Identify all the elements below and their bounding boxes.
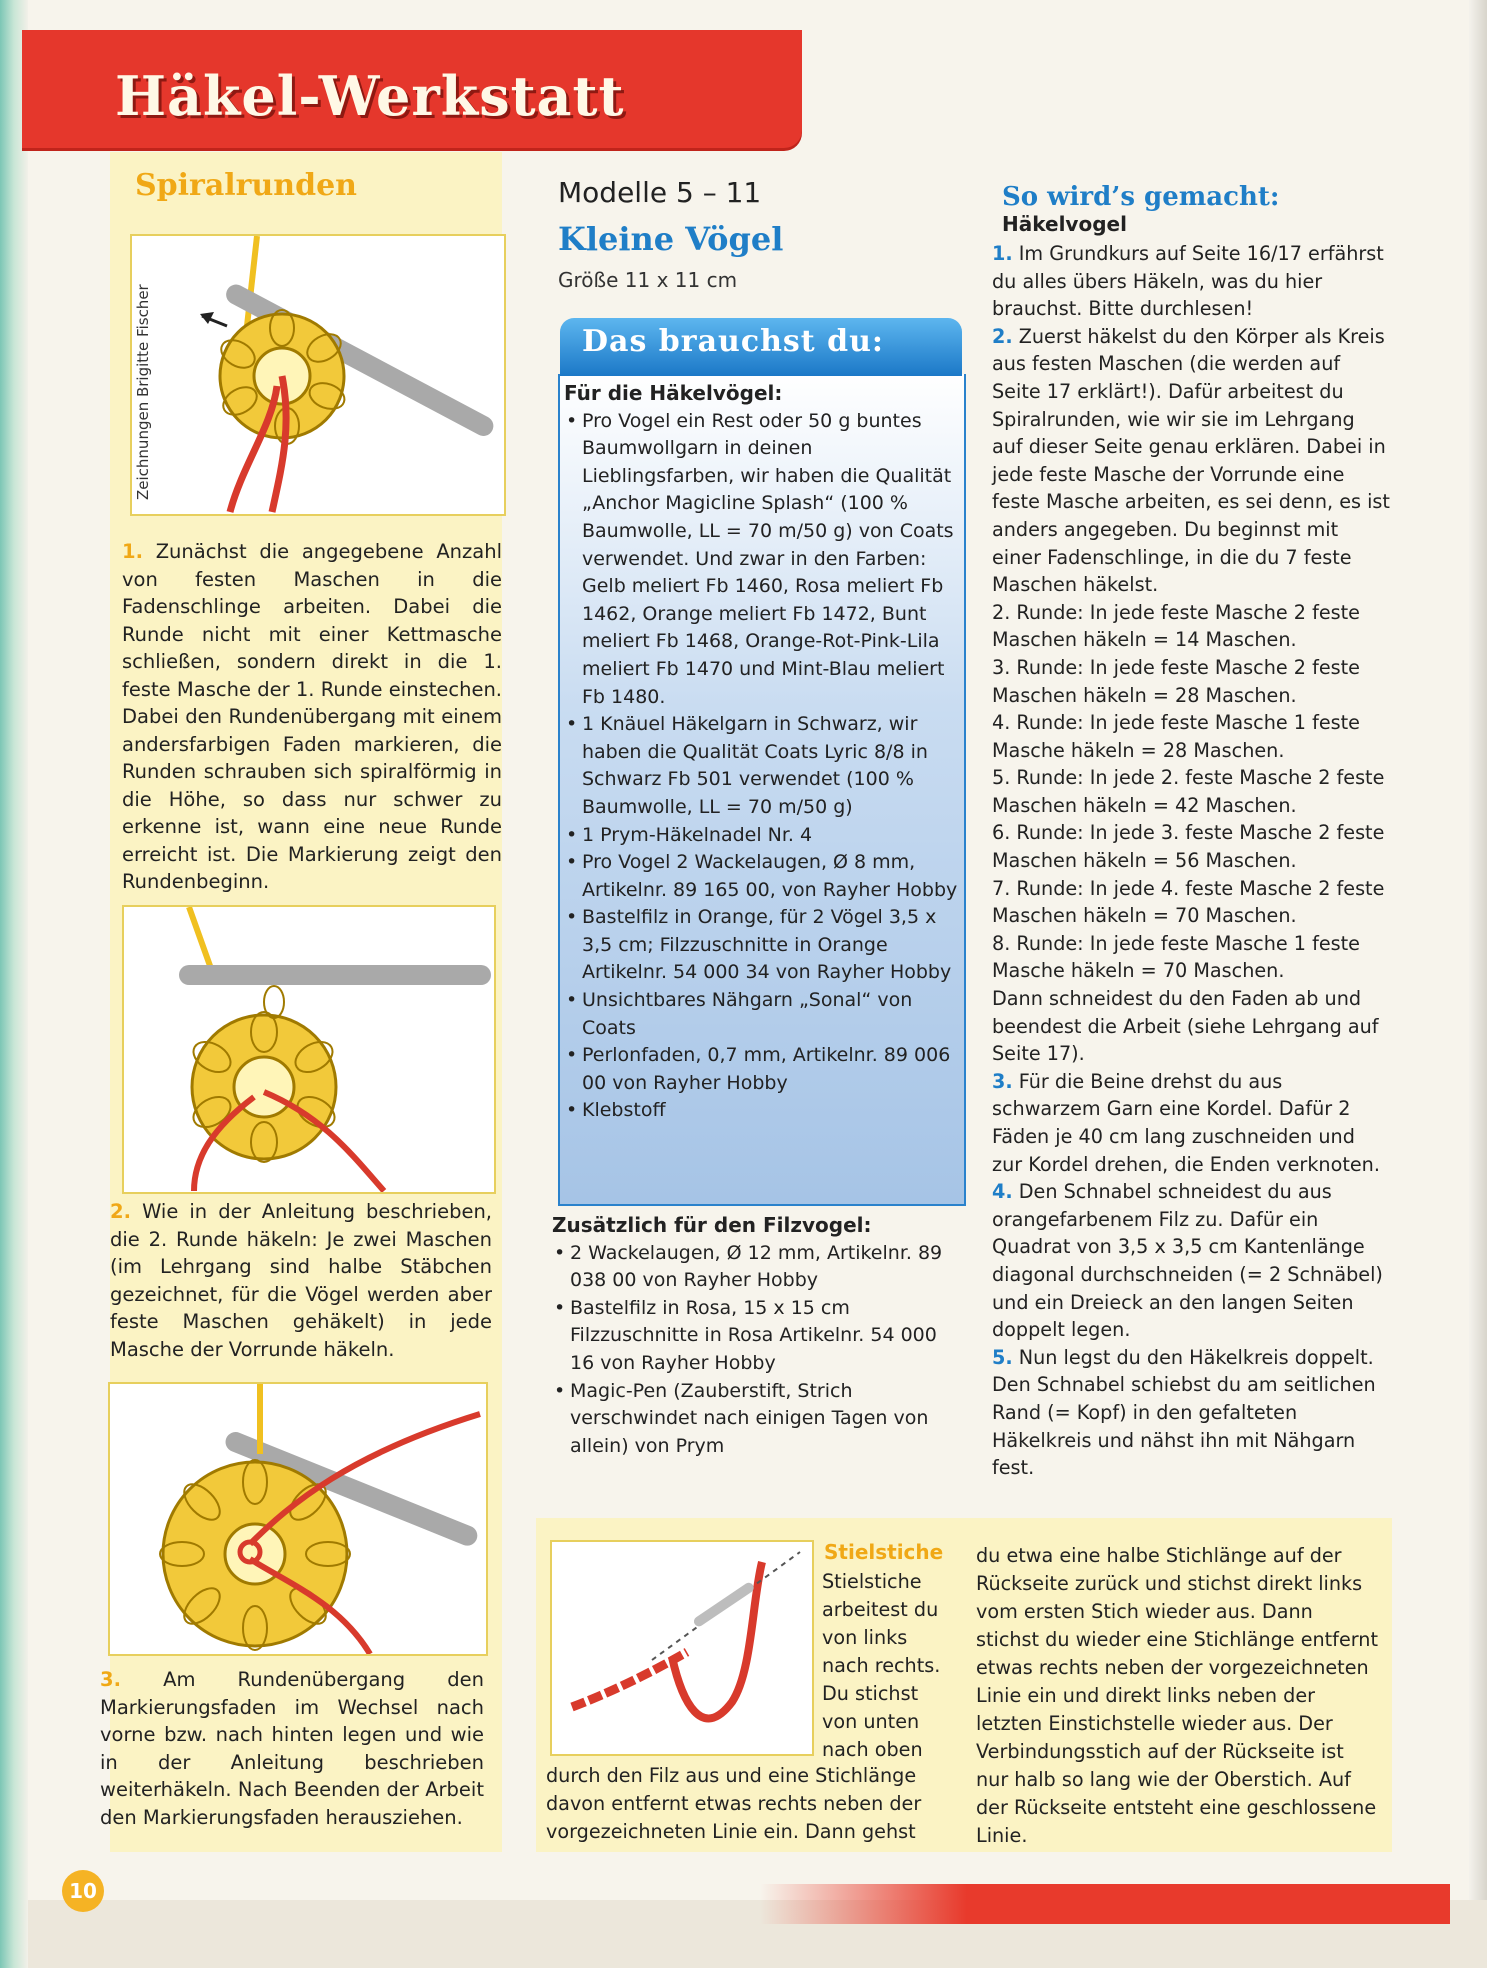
step-1 <box>122 538 502 896</box>
section-title: Spiralrunden <box>135 168 357 203</box>
stem-stitch-text-3: du etwa eine halbe Stichlänge auf der Rückseite zurück und stichst direkt links vom ersten Stich wieder aus. Dann stichst du wieder eine Stichlänge entfernt etwas rechts neben der vorgezeichneten Linie ein und direkt links neben der letzten Einstichstelle wieder aus. Der Verbindungsstich auf der Rückseite ist nur halb so lang wie der Oberstich. Auf der Rückseite entsteht eine geschlossene Linie. <box>976 1544 1378 1847</box>
page-title: Häkel-Werkstatt <box>115 64 625 128</box>
page-edge <box>0 0 28 1968</box>
material-item: • Unsichtbares Nähgarn „Sonal“ von Coats <box>564 987 958 1042</box>
extra-materials <box>552 1212 952 1460</box>
illustration-credit: Zeichnungen Brigitte Fischer <box>134 284 152 500</box>
step-text: Wie in der Anleitung beschrieben, die 2. Runde häkeln: Je zwei Maschen (im Lehrgang sind halbe Stäbchen gezeichnet, für die Vögel werden aber feste Maschen gehäkelt) in jede Masche der Vorrunde häkeln. <box>110 1200 493 1361</box>
stem-stitch-text-2: durch den Filz aus und eine Stichlänge davon entfernt etwas rechts neben der vorgezeichneten Linie ein. Dann gehst <box>546 1764 922 1843</box>
model-numbers: Modelle 5 – 11 <box>558 176 762 209</box>
crochet-spiral-icon <box>110 1384 486 1654</box>
step-number: 2. <box>110 1200 131 1223</box>
step-text: Am Rundenübergang den Markierungsfaden im Wechsel nach vorne bzw. nach hinten legen und wie in der Anleitung beschrieben weiterhäkeln. Nach Beenden der Arbeit den Markierungsfaden herausziehen. <box>100 1668 484 1829</box>
page-shadow <box>1469 0 1487 1968</box>
extra-subheading: Zusätzlich für den Filzvogel: <box>552 1213 872 1237</box>
instruction-step-2: 2. Zuerst häkelst du den Körper als Kreis aus festen Maschen (die werden auf Seite 17 erklärt!). Dafür arbeitest du Spiralrunden, wie wir sie im Lehrgang auf dieser Seite genau erklären. Dabei in jede feste Masche der Vorrunde eine feste Masche arbeiten, es sei denn, es ist anders angegeben. Du beginnst mit einer Fadenschlinge, in die du 7 feste Maschen häkelst. <box>992 324 1390 597</box>
material-item: • Magic-Pen (Zauberstift, Strich verschwindet nach einigen Tagen von allein) von Prym <box>552 1378 952 1461</box>
step-3 <box>100 1666 484 1831</box>
stem-stitch-title: Stielstiche <box>824 1540 944 1564</box>
material-item: • Bastelfilz in Orange, für 2 Vögel 3,5 x 3,5 cm; Filzzuschnitte in Orange Artikelnr. 54 000 34 von Rayher Hobby <box>564 904 958 987</box>
crochet-hook-icon <box>132 236 504 514</box>
material-item: • Pro Vogel 2 Wackelaugen, Ø 8 mm, Artikelnr. 89 165 00, von Rayher Hobby <box>564 849 958 904</box>
round-4: 4. Runde: In jede feste Masche 1 feste Masche häkeln = 28 Maschen. <box>992 711 1360 762</box>
material-item: • 1 Knäuel Häkelgarn in Schwarz, wir haben die Qualität Coats Lyric 8/8 in Schwarz Fb 501 verwendet (100 % Baumwolle, LL = 70 m/50 g) <box>564 711 958 821</box>
materials-list <box>564 380 958 1125</box>
round-3: 3. Runde: In jede feste Masche 2 feste Maschen häkeln = 28 Maschen. <box>992 655 1360 707</box>
material-item: • Klebstoff <box>564 1097 958 1125</box>
crochet-round-icon <box>124 907 494 1192</box>
round-7: 7. Runde: In jede 4. feste Masche 2 feste Maschen häkeln = 70 Maschen. <box>992 876 1385 928</box>
material-item: • 1 Prym-Häkelnadel Nr. 4 <box>564 822 958 850</box>
project-title: Kleine Vögel <box>558 220 784 258</box>
crochet-drawing-2 <box>122 905 496 1194</box>
stem-stitch-text-1: Stielstiche arbeitest du von links nach rechts. Du stichst von unten nach oben <box>822 1570 941 1761</box>
round-5: 5. Runde: In jede 2. feste Masche 2 feste Maschen häkeln = 42 Maschen. <box>992 766 1385 817</box>
instruction-step-4: 4. Den Schnabel schneidest du aus orangefarbenem Filz zu. Dafür ein Quadrat von 3,5 x 3,5 cm Kantenlänge diagonal durchschneiden (= 2 Schnäbel) und ein Dreieck an den langen Seiten doppelt legen. <box>992 1180 1383 1342</box>
instruction-step-1: 1. Im Grundkurs auf Seite 16/17 erfährst du alles übers Häkeln, was du hier brauchst. Bitte durchlesen! <box>992 242 1384 321</box>
materials-title: Das brauchst du: <box>582 324 884 359</box>
finish-note: Dann schneidest du den Faden ab und beendest die Arbeit (siehe Lehrgang auf Seite 17). <box>992 987 1379 1066</box>
instruction-step-5: 5. Nun legst du den Häkelkreis doppelt. Den Schnabel schiebst du am seitlichen Rand (= Kopf) in den gefalteten Häkelkreis und nähst ihn mit Nähgarn fest. <box>992 1345 1376 1480</box>
needle-thread-icon <box>552 1542 812 1754</box>
step-number: 1. <box>122 540 143 563</box>
crochet-drawing-3 <box>108 1382 488 1656</box>
instructions-title: So wird’s gemacht: <box>1002 182 1280 212</box>
instructions-text <box>992 240 1390 1482</box>
step-text: Zunächst die angegebene Anzahl von festen Maschen in die Fadenschlinge arbeiten. Dabei die Runde nicht mit einer Kettmasche schließen, sondern direkt in die 1. feste Masche der 1. Runde einstechen. Dabei den Rundenübergang mit einem andersfarbigen Faden markieren, die Runden schrauben sich spiralförmig in die Höhe, so dass nur schwer zu erkenne ist, wann eine neue Runde erreicht ist. Die Markierung zeigt den Rundenbeginn. <box>122 540 502 893</box>
step-number: 3. <box>100 1668 121 1691</box>
project-size: Größe 11 x 11 cm <box>558 268 738 292</box>
page-number: 10 <box>62 1870 104 1912</box>
instructions-subheading: Häkelvogel <box>1002 212 1127 236</box>
bottom-stripe <box>760 1884 1450 1924</box>
step-2 <box>110 1198 492 1363</box>
stem-stitch-drawing <box>550 1540 814 1756</box>
instruction-step-3: 3. Für die Beine drehst du aus schwarzem Garn eine Kordel. Dafür 2 Fäden je 40 cm lang zuschneiden und zur Kordel drehen, die Enden verknoten. <box>992 1069 1380 1176</box>
round-6: 6. Runde: In jede 3. feste Masche 2 feste Maschen häkeln = 56 Maschen. <box>992 821 1385 873</box>
materials-subheading: Für die Häkelvögel: <box>564 381 783 405</box>
material-item: • Perlonfaden, 0,7 mm, Artikelnr. 89 006 00 von Rayher Hobby <box>564 1042 958 1097</box>
material-item: • Pro Vogel ein Rest oder 50 g buntes Baumwollgarn in deinen Lieblingsfarben, wir haben die Qualität „Anchor Magicline Splash“ (100 % Baumwolle, LL = 70 m/50 g) von Coats verwendet. Und zwar in den Farben: Gelb meliert Fb 1460, Rosa meliert Fb 1462, Orange meliert Fb 1472, Bunt meliert Fb 1468, Orange-Rot-Pink-Lila meliert Fb 1470 und Mint-Blau meliert Fb 1480. <box>564 408 958 712</box>
round-2: 2. Runde: In jede feste Masche 2 feste Maschen häkeln = 14 Maschen. <box>992 600 1360 652</box>
round-8: 8. Runde: In jede feste Masche 1 feste Masche häkeln = 70 Maschen. <box>992 931 1360 983</box>
material-item: • 2 Wackelaugen, Ø 12 mm, Artikelnr. 89 038 00 von Rayher Hobby <box>552 1240 952 1295</box>
crochet-drawing-1 <box>130 234 506 516</box>
material-item: • Bastelfilz in Rosa, 15 x 15 cm Filzzuschnitte in Rosa Artikelnr. 54 000 16 von Rayher Hobby <box>552 1295 952 1378</box>
